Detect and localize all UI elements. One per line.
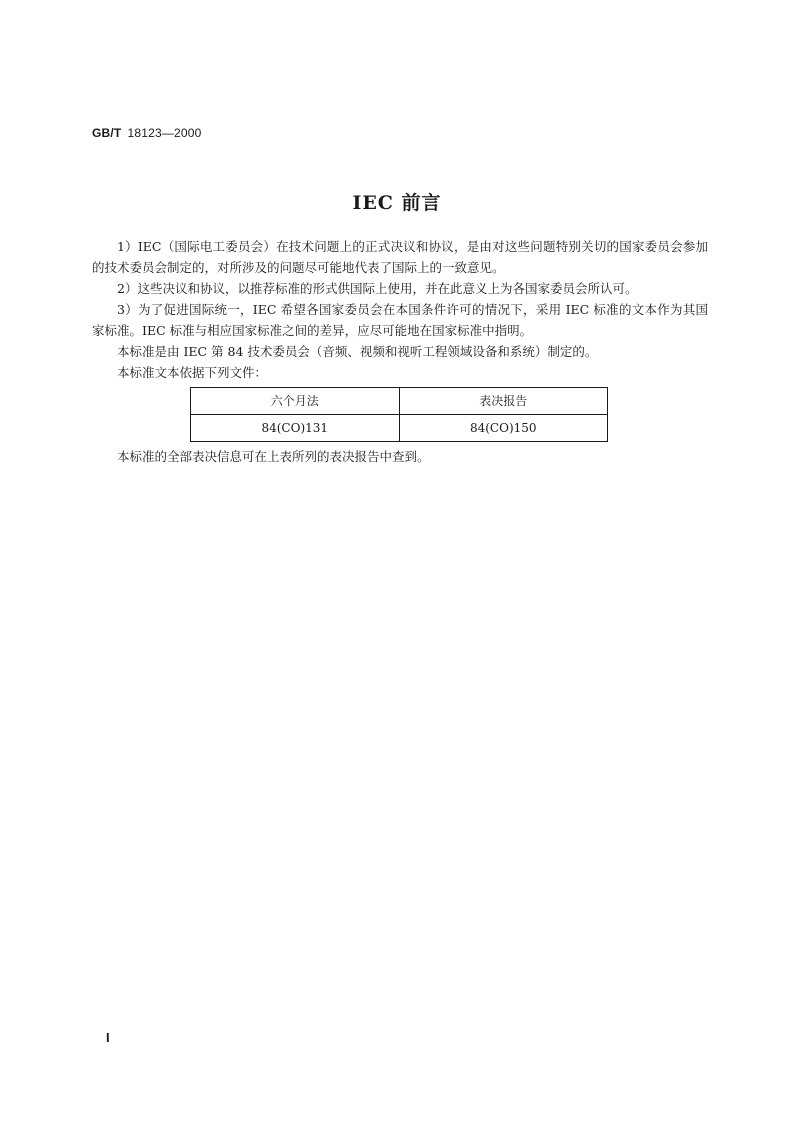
paragraph-6: 本标准的全部表决信息可在上表所列的表决报告中查到。 [117, 449, 430, 464]
paragraph-3: 3）为了促进国际统一，IEC 希望各国家委员会在本国条件许可的情况下，采用 IEC 标准的文本作为其国家标准。IEC 标准与相应国家标准之间的差异，应尽可能地在国家标准中指明。 [92, 302, 708, 338]
page-title: IEC 前言 [352, 192, 442, 214]
vote-table [190, 387, 608, 442]
vote-table-header-row [191, 388, 608, 415]
document-header [92, 126, 202, 140]
page-number: I [106, 1030, 110, 1045]
paragraph-1: 1）IEC（国际电工委员会）在技术问题上的正式决议和协议，是由对这些问题特别关切的国家委员会参加的技术委员会制定的，对所涉及的问题尽可能地代表了国际上的一致意见。 [92, 239, 708, 275]
body-content [92, 236, 708, 467]
paragraph-4: 本标准是由 IEC 第 84 技术委员会（音频、视频和视听工程领域设备和系统）制定的。 [117, 344, 598, 359]
table-row [191, 415, 608, 442]
vote-table-header-report: 表决报告 [399, 388, 608, 415]
paragraph-2: 2）这些决议和协议，以推荐标准的形式供国际上使用，并在此意义上为各国家委员会所认可。 [117, 281, 638, 296]
standard-code: GB/T [92, 126, 122, 140]
vote-table-cell-report: 84(CO)150 [399, 415, 608, 442]
paragraph-5: 本标准文本依据下列文件： [117, 365, 268, 380]
standard-number: 18123—2000 [127, 126, 202, 140]
vote-table-header-six-month: 六个月法 [191, 388, 400, 415]
vote-table-cell-six-month: 84(CO)131 [191, 415, 400, 442]
